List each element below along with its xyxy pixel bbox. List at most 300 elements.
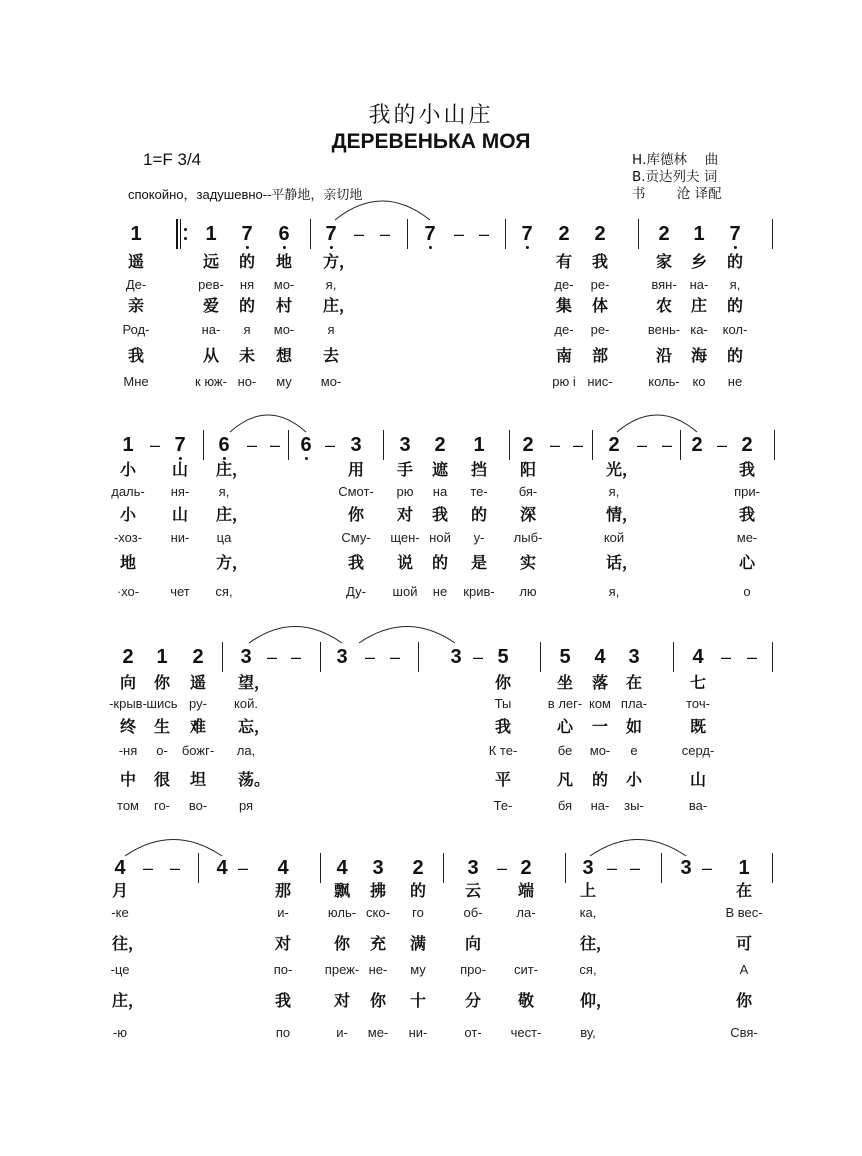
lyric-chinese: 充	[370, 934, 387, 953]
lyric-chinese: 村	[276, 296, 293, 315]
lyric-russian: А	[739, 962, 749, 977]
lyric-russian: от-	[464, 1025, 482, 1040]
lyric-russian: на-	[201, 322, 221, 337]
note-digit: 2	[691, 434, 703, 456]
lyric-chinese: 难	[190, 717, 207, 736]
duration-dash: –	[720, 647, 732, 667]
lyric-russian: не	[432, 584, 448, 599]
lyric-russian: нис-	[587, 374, 613, 389]
lyric-russian: я,	[608, 484, 620, 499]
lyric-russian: бе	[557, 743, 573, 758]
lyric-chinese: 分	[465, 991, 482, 1010]
note-digit: 1	[156, 646, 168, 668]
lyric-russian: ни-	[408, 1025, 428, 1040]
lyric-chinese: 沿	[656, 346, 673, 365]
lyric-chinese: 终	[120, 717, 137, 736]
lyric-chinese: 平	[495, 770, 512, 789]
lyric-russian: -крыв-	[109, 696, 147, 711]
lyric-russian: мо-	[589, 743, 611, 758]
lyric-chinese: 的	[727, 296, 744, 315]
note-digit: 3	[582, 857, 594, 879]
note-digit: 1	[738, 857, 750, 879]
lyric-russian: вень-	[647, 322, 681, 337]
duration-dash: –	[478, 224, 490, 244]
note-digit: 6	[278, 223, 290, 245]
note-digit: 4	[594, 646, 606, 668]
lyric-russian: рю і	[552, 374, 576, 389]
lyric-russian: ла,	[236, 743, 256, 758]
note-digit: 1	[130, 223, 142, 245]
slur	[249, 627, 342, 644]
lyric-russian: в лег-	[547, 696, 583, 711]
lyric-russian: божг-	[181, 743, 215, 758]
note-digit: 6	[300, 434, 312, 456]
lyric-chinese: 我	[495, 717, 512, 736]
lyric-russian: кол-	[722, 322, 748, 337]
note-digit: 3	[628, 646, 640, 668]
duration-dash: –	[169, 858, 181, 878]
title-russian: ДЕРЕВЕНЬКА МОЯ	[331, 130, 531, 153]
lyric-chinese: 坦	[190, 770, 207, 789]
credit-composer: Н.库德林 曲	[632, 152, 719, 168]
lyric-russian: те-	[470, 484, 488, 499]
lyric-chinese: 山	[690, 770, 707, 789]
note-digit: 7	[325, 223, 337, 245]
lyric-chinese: 实	[520, 553, 537, 572]
lyric-chinese: 的	[239, 296, 256, 315]
lyric-russian: вян-	[651, 277, 677, 292]
lyric-chinese: 从	[203, 346, 220, 365]
duration-dash: –	[389, 647, 401, 667]
lyric-chinese: 我	[432, 505, 449, 524]
credit-translator: 书 沧 译配	[632, 186, 722, 202]
lyric-chinese: 可	[736, 934, 753, 953]
lyric-chinese: 七	[690, 673, 707, 692]
duration-dash: –	[472, 647, 484, 667]
lyric-russian: на-	[590, 798, 610, 813]
lyric-russian: к юж-	[195, 374, 227, 389]
duration-dash: –	[149, 435, 161, 455]
lyric-russian: зы-	[624, 798, 644, 813]
lyric-chinese: 坐	[557, 673, 574, 692]
note-digit: 2	[741, 434, 753, 456]
duration-dash: –	[266, 647, 278, 667]
lyric-russian: и-	[336, 1025, 348, 1040]
lyric-chinese: 南	[556, 346, 573, 365]
lyric-chinese: 爱	[203, 296, 220, 315]
lyric-russian: лю	[519, 584, 537, 599]
lyric-russian: ме-	[367, 1025, 389, 1040]
note-digit: 2	[594, 223, 606, 245]
lyric-russian: Сму-	[341, 530, 371, 545]
lyric-chinese: 未	[239, 346, 256, 365]
lyric-chinese: 我	[739, 460, 756, 479]
lyric-russian: не	[727, 374, 743, 389]
lyric-chinese: 你	[154, 673, 171, 692]
lyric-chinese: 遮	[432, 460, 449, 479]
lyric-russian: я	[243, 322, 251, 337]
note-digit: 7	[729, 223, 741, 245]
lyric-russian: на	[432, 484, 448, 499]
lyric-russian: у-	[473, 530, 485, 545]
lyric-chinese: 向	[120, 673, 137, 692]
slur	[335, 201, 430, 220]
duration-dash: –	[246, 435, 258, 455]
lyric-russian: -ке	[111, 905, 129, 920]
lyric-chinese: 集	[556, 296, 573, 315]
lyric-russian: и-	[277, 905, 289, 920]
note-digit: 3	[450, 646, 462, 668]
lyric-chinese: 一	[592, 717, 609, 736]
note-digit: 3	[350, 434, 362, 456]
duration-dash: –	[629, 858, 641, 878]
lyric-russian: во-	[188, 798, 208, 813]
duration-dash: –	[716, 435, 728, 455]
lyric-russian: том	[117, 798, 139, 813]
lyric-chinese: 方，	[323, 252, 356, 271]
lyric-chinese: 飘	[334, 881, 351, 900]
note-digit: 5	[497, 646, 509, 668]
slur	[125, 840, 222, 857]
note-digit: 2	[434, 434, 446, 456]
lyric-russian: даль-	[111, 484, 145, 499]
lyric-russian: о-	[156, 743, 168, 758]
lyric-chinese: 端	[518, 881, 535, 900]
lyric-russian: -ня	[118, 743, 138, 758]
lyric-russian: ·хо-	[116, 584, 140, 599]
lyric-russian: не-	[368, 962, 388, 977]
lyric-russian: я,	[729, 277, 741, 292]
lyric-chinese: 你	[334, 934, 351, 953]
duration-dash: –	[746, 647, 758, 667]
lyric-chinese: 你	[370, 991, 387, 1010]
lyric-chinese: 那	[275, 881, 292, 900]
duration-dash: –	[496, 858, 508, 878]
lyric-russian: ру-	[189, 696, 207, 711]
lyric-chinese: 想	[276, 346, 293, 365]
note-digit: 3	[240, 646, 252, 668]
lyric-russian: ца	[216, 530, 232, 545]
lyric-russian: серд-	[681, 743, 715, 758]
duration-dash: –	[701, 858, 713, 878]
lyric-chinese: 生	[154, 717, 171, 736]
note-digit: 3	[336, 646, 348, 668]
lyric-chinese: 山	[172, 505, 189, 524]
lyric-chinese: 方，	[216, 553, 249, 572]
lyric-chinese: 往，	[112, 934, 145, 953]
lyric-chinese: 遥	[190, 673, 207, 692]
lyric-russian: В вес-	[725, 905, 763, 920]
lyric-russian: ка,	[579, 905, 597, 920]
lyric-russian: пла-	[620, 696, 648, 711]
lyric-chinese: 很	[154, 770, 171, 789]
duration-dash: –	[290, 647, 302, 667]
lyric-russian: кой	[603, 530, 625, 545]
lyric-russian: я,	[218, 484, 230, 499]
lyric-russian: чест-	[510, 1025, 542, 1040]
lyric-russian: бя	[557, 798, 573, 813]
lyric-russian: ре-	[590, 277, 610, 292]
lyric-chinese: 对	[397, 505, 414, 524]
lyric-chinese: 挡	[471, 460, 488, 479]
lyric-russian: коль-	[648, 374, 680, 389]
note-digit: 4	[277, 857, 289, 879]
duration-dash: –	[237, 858, 249, 878]
lyric-chinese: 你	[736, 991, 753, 1010]
lyric-chinese: 去	[323, 346, 340, 365]
lyric-russian: -ю	[112, 1025, 128, 1040]
lyric-chinese: 遥	[128, 252, 145, 271]
lyric-chinese: 凡	[557, 770, 574, 789]
lyric-chinese: 光，	[606, 460, 639, 479]
lyric-russian: ной	[429, 530, 451, 545]
lyric-russian: крив-	[463, 584, 495, 599]
lyric-chinese: 我	[739, 505, 756, 524]
lyric-chinese: 话，	[606, 553, 639, 572]
lyric-chinese: 地	[120, 553, 137, 572]
lyric-russian: но-	[237, 374, 257, 389]
lyric-chinese: 在	[736, 881, 753, 900]
note-digit: 3	[399, 434, 411, 456]
note-digit: 3	[467, 857, 479, 879]
lyric-chinese: 是	[471, 553, 488, 572]
note-digit: 3	[680, 857, 692, 879]
lyric-russian: -це	[110, 962, 130, 977]
lyric-chinese: 庄，	[216, 460, 249, 479]
lyric-russian: я,	[608, 584, 620, 599]
duration-dash: –	[269, 435, 281, 455]
lyric-chinese: 中	[120, 770, 137, 789]
lyric-russian: ся,	[579, 962, 597, 977]
lyric-russian: мо-	[320, 374, 342, 389]
lyric-chinese: 家	[656, 252, 673, 271]
lyric-chinese: 远	[203, 252, 220, 271]
lyric-russian: юль-	[327, 905, 357, 920]
duration-dash: –	[549, 435, 561, 455]
lyric-russian: щен-	[390, 530, 420, 545]
title-chinese: 我的小山庄	[368, 103, 494, 128]
lyric-russian: чет	[170, 584, 190, 599]
lyric-chinese: 望，	[238, 673, 271, 692]
note-digit: 4	[692, 646, 704, 668]
lyric-chinese: 山	[172, 460, 189, 479]
lyric-russian: мо-	[273, 277, 295, 292]
duration-dash: –	[379, 224, 391, 244]
duration-dash: –	[353, 224, 365, 244]
lyric-russian: лыб-	[513, 530, 543, 545]
lyric-chinese: 如	[626, 717, 643, 736]
lyric-russian: Мне	[123, 374, 149, 389]
lyric-russian: Смот-	[338, 484, 374, 499]
lyric-chinese: 的	[239, 252, 256, 271]
lyric-chinese: 你	[348, 505, 365, 524]
lyric-russian: кой.	[234, 696, 258, 711]
lyric-chinese: 对	[275, 934, 292, 953]
lyric-chinese: 忘，	[238, 717, 271, 736]
lyric-russian: я,	[325, 277, 337, 292]
duration-dash: –	[572, 435, 584, 455]
lyric-chinese: 的	[592, 770, 609, 789]
lyric-chinese: 庄，	[216, 505, 249, 524]
lyric-chinese: 拂	[370, 881, 387, 900]
lyric-chinese: 亲	[128, 296, 145, 315]
note-digit: 5	[559, 646, 571, 668]
lyric-russian: точ-	[686, 696, 710, 711]
note-digit: 1	[473, 434, 485, 456]
duration-dash: –	[364, 647, 376, 667]
note-digit: 2	[520, 857, 532, 879]
credit-lyricist: В.贡达列夫 词	[632, 169, 718, 185]
slur	[359, 627, 455, 644]
lyric-chinese: 有	[556, 252, 573, 271]
lyric-chinese: 小	[120, 505, 137, 524]
lyric-chinese: 落	[592, 673, 609, 692]
lyric-russian: про-	[460, 962, 486, 977]
note-digit: 4	[114, 857, 126, 879]
lyric-russian: по-	[273, 962, 293, 977]
lyric-russian: на-	[689, 277, 709, 292]
note-digit: 7	[521, 223, 533, 245]
lyric-russian: при-	[734, 484, 760, 499]
lyric-russian: об-	[463, 905, 483, 920]
lyric-chinese: 情，	[606, 505, 639, 524]
lyric-russian: ком	[588, 696, 612, 711]
lyric-chinese: 说	[397, 553, 414, 572]
lyric-chinese: 手	[397, 460, 414, 479]
lyric-russian: -хоз-	[113, 530, 143, 545]
lyric-russian: рев-	[198, 277, 224, 292]
lyric-russian: де-	[554, 277, 574, 292]
note-digit: 2	[412, 857, 424, 879]
lyric-chinese: 的	[410, 881, 427, 900]
slur	[590, 840, 686, 857]
lyric-russian: ка-	[690, 322, 708, 337]
lyric-chinese: 的	[727, 346, 744, 365]
lyric-russian: ря	[238, 798, 254, 813]
lyric-russian: ву,	[580, 1025, 596, 1040]
note-digit: 2	[122, 646, 134, 668]
lyric-russian: Ты	[494, 696, 512, 711]
lyric-chinese: 既	[690, 717, 707, 736]
lyric-russian: рю	[396, 484, 414, 499]
note-digit: 7	[241, 223, 253, 245]
lyric-chinese: 庄，	[323, 296, 356, 315]
lyric-chinese: 庄，	[112, 991, 145, 1010]
slur	[230, 415, 306, 432]
lyric-chinese: 月	[112, 881, 129, 900]
lyric-russian: ня-	[170, 484, 190, 499]
lyric-russian: Ду-	[346, 584, 366, 599]
lyric-chinese: 仰，	[580, 991, 613, 1010]
lyric-chinese: 荡。	[238, 770, 271, 789]
lyric-chinese: 我	[275, 991, 292, 1010]
lyric-chinese: 庄	[691, 296, 708, 315]
lyric-chinese: 敬	[518, 991, 535, 1010]
lyric-chinese: 部	[592, 346, 609, 365]
lyric-russian: му	[410, 962, 426, 977]
lyric-russian: шой	[392, 584, 418, 599]
lyric-russian: ре-	[590, 322, 610, 337]
lyric-russian: му	[276, 374, 292, 389]
lyric-russian: ня	[239, 277, 255, 292]
lyric-chinese: 我	[592, 252, 609, 271]
note-digit: 2	[192, 646, 204, 668]
lyric-chinese: 深	[520, 505, 537, 524]
lyric-chinese: 向	[465, 934, 482, 953]
lyric-chinese: 小	[626, 770, 643, 789]
lyric-chinese: 的	[727, 252, 744, 271]
lyric-chinese: 你	[495, 673, 512, 692]
lyric-russian: ва-	[688, 798, 708, 813]
lyric-chinese: 满	[410, 934, 427, 953]
lyric-russian: я	[327, 322, 335, 337]
duration-dash: –	[636, 435, 648, 455]
note-digit: 2	[558, 223, 570, 245]
lyric-chinese: 往，	[580, 934, 613, 953]
lyric-russian: е	[630, 743, 638, 758]
lyric-chinese: 上	[580, 881, 597, 900]
lyric-russian: ко	[692, 374, 706, 389]
duration-dash: –	[324, 435, 336, 455]
note-digit: 7	[174, 434, 186, 456]
lyric-chinese: 在	[626, 673, 643, 692]
lyric-chinese: 十	[410, 991, 427, 1010]
lyric-chinese: 心	[739, 553, 756, 572]
lyric-chinese: 我	[128, 346, 145, 365]
lyric-chinese: 用	[348, 460, 365, 479]
lyric-russian: о	[743, 584, 751, 599]
duration-dash: –	[661, 435, 673, 455]
lyric-russian: Род-	[122, 322, 150, 337]
lyric-russian: мо-	[273, 322, 295, 337]
note-digit: 1	[122, 434, 134, 456]
lyric-russian: Де-	[125, 277, 147, 292]
lyric-chinese: 地	[276, 252, 293, 271]
lyric-chinese: 小	[120, 460, 137, 479]
lyric-russian: ско-	[366, 905, 390, 920]
lyric-chinese: 的	[471, 505, 488, 524]
note-digit: 2	[608, 434, 620, 456]
note-digit: 4	[336, 857, 348, 879]
note-digit: 4	[216, 857, 228, 879]
slur	[617, 415, 697, 432]
duration-dash: –	[453, 224, 465, 244]
note-digit: 7	[424, 223, 436, 245]
note-digit: 1	[693, 223, 705, 245]
note-digit: 2	[522, 434, 534, 456]
lyric-chinese: 我	[348, 553, 365, 572]
key-time-signature: 1=F 3/4	[143, 150, 202, 169]
tempo-marking: спокойно，задушевно--平静地，亲切地	[128, 187, 363, 202]
note-digit: 1	[205, 223, 217, 245]
lyric-russian: К те-	[488, 743, 518, 758]
lyric-russian: го-	[153, 798, 171, 813]
note-digit: 2	[658, 223, 670, 245]
duration-dash: –	[142, 858, 154, 878]
lyric-chinese: 对	[334, 991, 351, 1010]
lyric-russian: преж-	[324, 962, 360, 977]
note-digit: 3	[372, 857, 384, 879]
lyric-russian: ме-	[736, 530, 758, 545]
lyric-russian: сит-	[513, 962, 539, 977]
duration-dash: –	[606, 858, 618, 878]
lyric-russian: Те-	[493, 798, 513, 813]
lyric-chinese: 体	[592, 296, 609, 315]
lyric-chinese: 云	[465, 881, 482, 900]
lyric-russian: ни-	[170, 530, 190, 545]
lyric-russian: ся,	[215, 584, 233, 599]
lyric-chinese: 农	[656, 296, 673, 315]
